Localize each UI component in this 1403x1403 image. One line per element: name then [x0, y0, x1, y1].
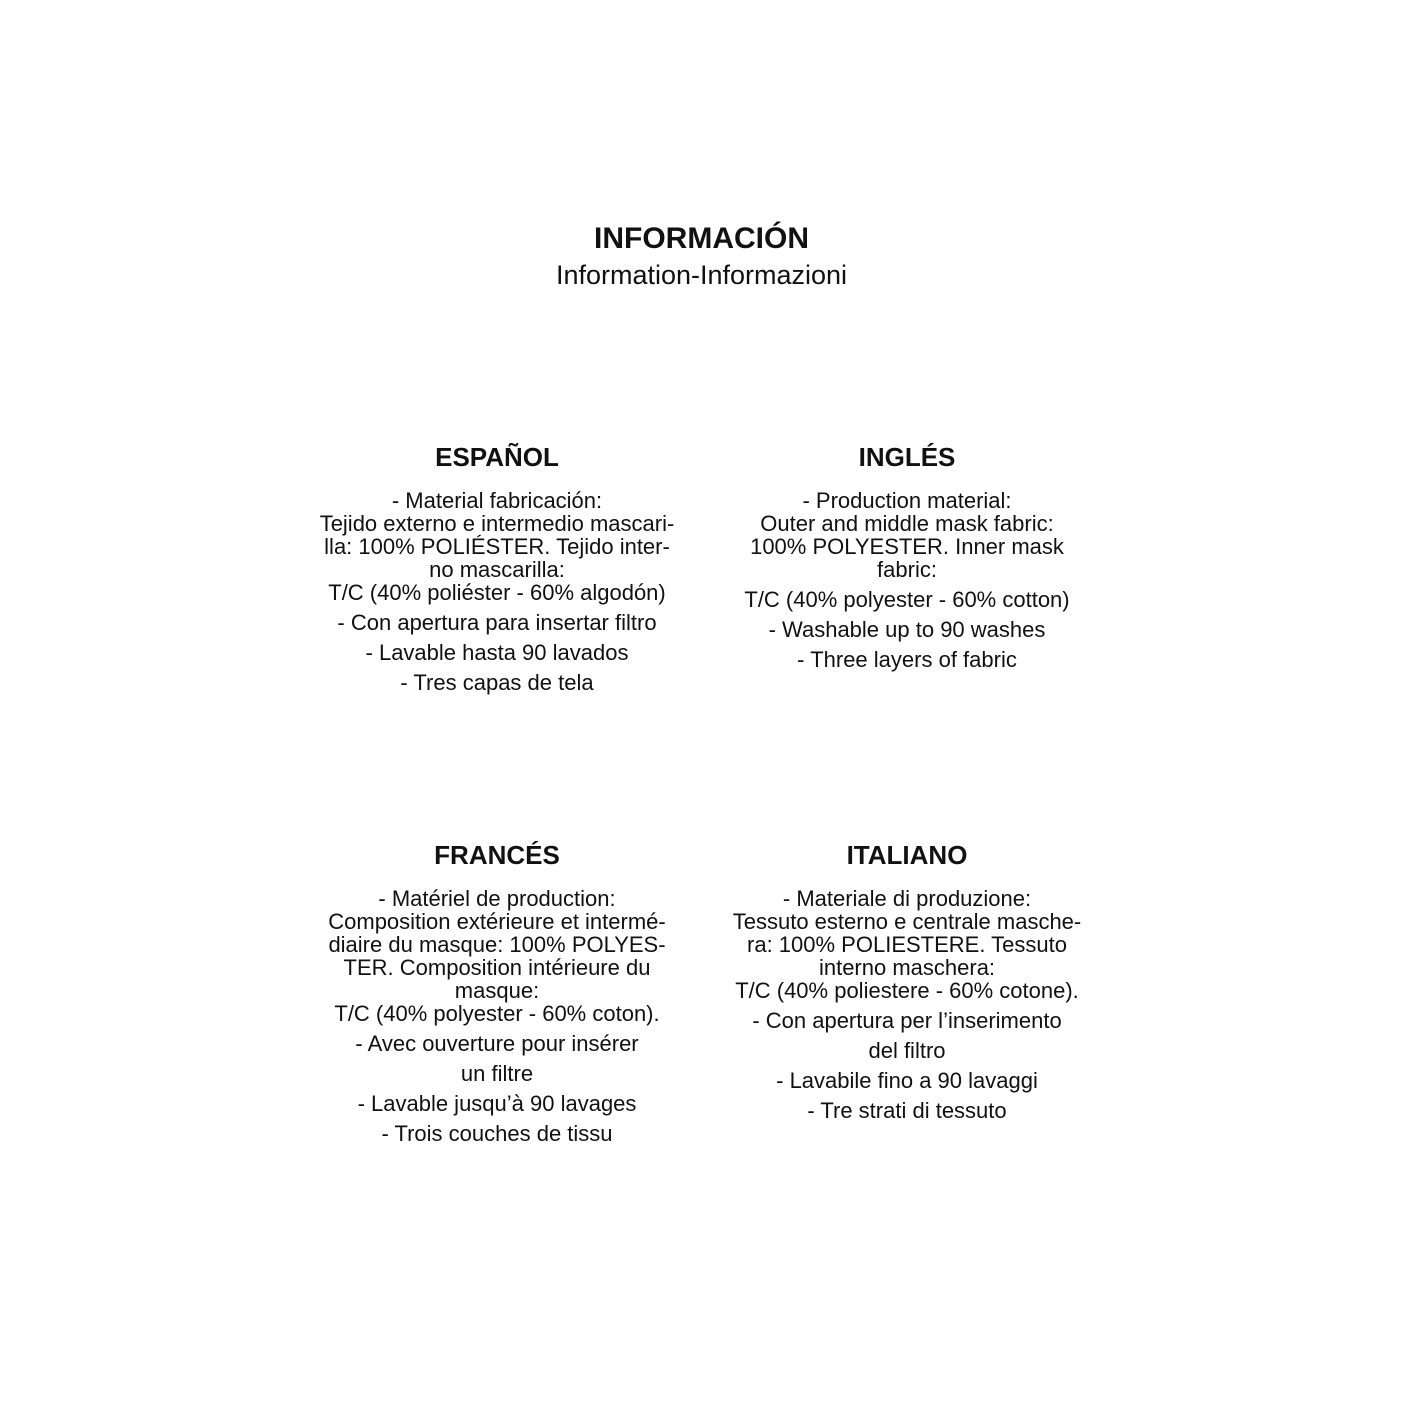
english-line-composition: T/C (40% polyester - 60% cotton) — [744, 587, 1070, 612]
french-line-composition: T/C (40% polyester - 60% coton). — [334, 1001, 660, 1026]
english-line-fabric-3: fabric: — [877, 557, 937, 582]
section-title-italian: ITALIANO — [846, 840, 968, 870]
english-line-material: - Production material: — [802, 488, 1012, 513]
italian-line-fabric-3: interno maschera: — [818, 955, 996, 980]
italian-line-fabric-1: Tessuto esterno e centrale masche- — [732, 909, 1082, 934]
french-line-material: - Matériel de production: — [378, 886, 616, 911]
italian-line-filter-1: - Con apertura per l’inserimento — [752, 1008, 1062, 1033]
italian-line-layers: - Tre strati di tessuto — [807, 1098, 1007, 1123]
english-line-layers: - Three layers of fabric — [797, 647, 1017, 672]
spanish-line-composition: T/C (40% poliéster - 60% algodón) — [328, 580, 666, 605]
french-line-filter-1: - Avec ouverture pour insérer — [355, 1031, 639, 1056]
french-line-fabric-4: masque: — [454, 978, 540, 1003]
spanish-line-fabric-1: Tejido externo e intermedio mascari- — [319, 511, 675, 536]
french-line-washable: - Lavable jusqu’à 90 lavages — [357, 1091, 637, 1116]
french-line-filter-2: un filtre — [460, 1061, 534, 1086]
french-line-fabric-1: Composition extérieure et intermé- — [328, 909, 666, 934]
page-title: INFORMACIÓN — [594, 222, 809, 255]
italian-line-fabric-2: ra: 100% POLIESTERE. Tessuto — [747, 932, 1067, 957]
page-subtitle: Information-Informazioni — [555, 260, 848, 290]
section-title-english: INGLÉS — [858, 442, 956, 472]
section-english — [707, 440, 1107, 671]
italian-line-washable: - Lavabile fino a 90 lavaggi — [776, 1068, 1038, 1093]
spanish-line-material: - Material fabricación: — [391, 488, 603, 513]
italian-line-filter-2: del filtro — [868, 1038, 946, 1063]
italian-line-composition: T/C (40% poliestere - 60% cotone). — [735, 978, 1079, 1003]
french-line-fabric-3: TER. Composition intérieure du — [343, 955, 651, 980]
section-italian — [707, 838, 1107, 1122]
section-spanish — [297, 440, 697, 694]
section-french — [297, 838, 697, 1145]
spanish-line-fabric-3: no mascarilla: — [429, 557, 565, 582]
section-title-french: FRANCÉS — [434, 840, 560, 870]
french-line-fabric-2: diaire du masque: 100% POLYES- — [328, 932, 666, 957]
spanish-line-fabric-2: lla: 100% POLIÉSTER. Tejido inter- — [324, 534, 670, 559]
french-line-layers: - Trois couches de tissu — [381, 1121, 613, 1146]
english-line-fabric-1: Outer and middle mask fabric: — [760, 511, 1054, 536]
italian-line-material: - Materiale di produzione: — [782, 886, 1032, 911]
spanish-line-washable: - Lavable hasta 90 lavados — [365, 640, 629, 665]
page-header — [0, 221, 1403, 293]
spanish-line-filter: - Con apertura para insertar filtro — [337, 610, 657, 635]
spanish-line-layers: - Tres capas de tela — [400, 670, 594, 695]
english-line-fabric-2: 100% POLYESTER. Inner mask — [750, 534, 1064, 559]
english-line-washable: - Washable up to 90 washes — [768, 617, 1046, 642]
section-title-spanish: ESPAÑOL — [435, 442, 559, 472]
